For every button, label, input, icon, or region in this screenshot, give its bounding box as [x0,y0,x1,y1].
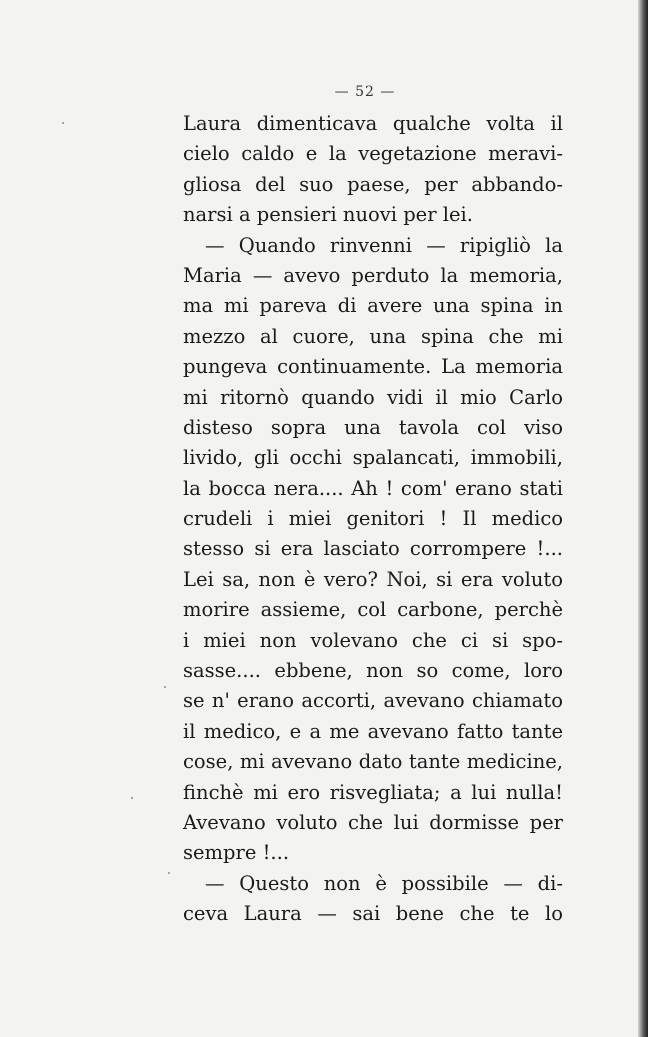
text-line: — Quando rinvenni — ripigliò la [205,233,563,257]
text-line: Avevano voluto che lui dormisse per [183,810,563,834]
paper-speck [131,797,133,799]
page-edge-shadow [638,0,648,1037]
text-line: il medico, e a me avevano fatto tante [183,719,563,743]
text-line: crudeli i miei genitori ! Il medico [183,507,563,531]
paper-speck [168,872,170,874]
text-line: ma mi pareva di avere una spina in [183,294,563,318]
text-line: Laura dimenticava qualche volta il [183,112,563,135]
text-line: pungeva continuamente. La memoria [183,355,563,379]
text-line: gliosa del suo paese, per abbando- [183,172,563,196]
text-line: Maria — avevo perduto la memoria, [183,263,563,287]
text-line: morire assieme, col carbone, perchè [183,598,563,622]
text-line: sempre !... [183,841,290,865]
text-line: finchè mi ero risvegliata; a lui nulla! [183,780,563,804]
paper-speck [164,686,166,688]
text-line: cose, mi avevano dato tante medicine, [183,750,563,774]
body-text [183,109,563,930]
paper-speck [62,122,64,124]
text-line: la bocca nera.... Ah ! com' erano stati [183,476,563,500]
text-line: sasse.... ebbene, non so come, loro [183,659,563,683]
text-line: mi ritornò quando vidi il mio Carlo [183,385,563,409]
text-line: ceva Laura — sai bene che te lo [183,902,563,926]
text-line: cielo caldo e la vegetazione meravi- [183,142,563,166]
text-line: disteso sopra una tavola col viso [183,415,563,439]
text-line: se n' erano accorti, avevano chiamato [183,689,563,713]
text-line: narsi a pensieri nuovi per lei. [183,203,473,227]
text-line: i miei non volevano che ci si spo- [183,628,563,652]
text-line: livido, gli occhi spalancati, immobili, [183,446,563,470]
text-line: mezzo al cuore, una spina che mi [183,324,563,348]
page-number: — 52 — [334,84,396,100]
text-line: stesso si era lasciato corrompere !... [183,537,563,561]
text-line: — Questo non è possibile — di- [205,871,563,895]
text-line: Lei sa, non è vero? Noi, si era voluto [183,567,563,591]
